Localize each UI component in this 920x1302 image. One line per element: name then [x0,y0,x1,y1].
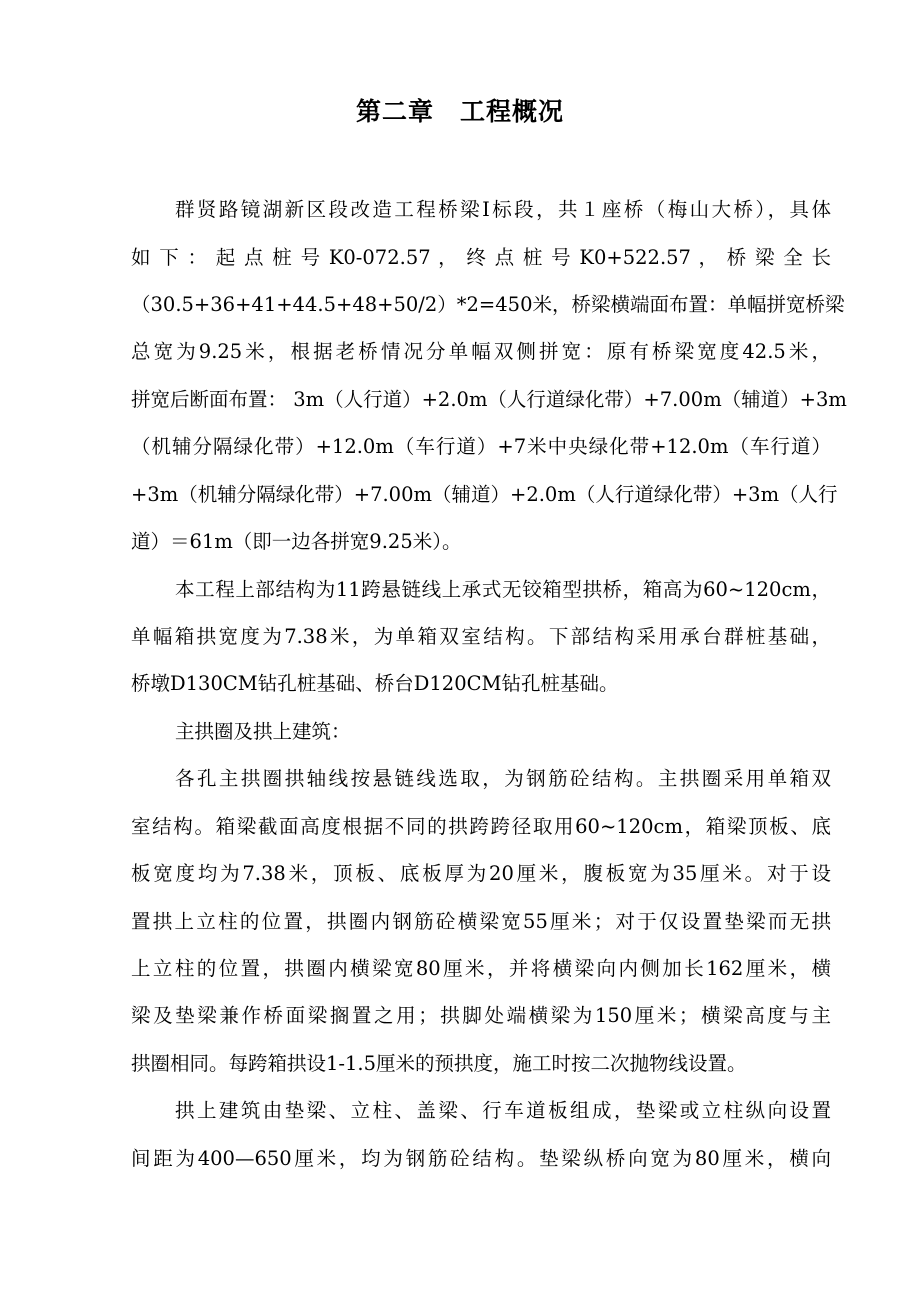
paragraph-4-line-3: 板宽度均为7.38米，顶板、底板厚为20厘米，腹板宽为35厘米。对于设 [131,862,831,885]
paragraph-4-line-7: 拱圈相同。每跨箱拱设1-1.5厘米的预拱度，施工时按二次抛物线设置。 [131,1052,747,1075]
paragraph-4-line-4: 置拱上立柱的位置，拱圈内钢筋砼横梁宽55厘米；对于仅设置垫梁而无拱 [131,910,831,933]
paragraph-1-line-1: 群贤路镜湖新区段改造工程桥梁Ⅰ标段，共１座桥（梅山大桥），具体 [175,198,831,221]
paragraph-1-line-7: +3m（机辅分隔绿化带）+7.00m（辅道）+2.0m（人行道绿化带）+3m（人行 [131,483,838,506]
paragraph-4-line-5: 上立柱的位置，拱圈内横梁宽80厘米，并将横梁向内侧加长162厘米，横 [131,957,831,980]
chapter-title: 第二章 工程概况 [355,97,564,126]
section-heading-main-arch: 主拱圈及拱上建筑： [175,720,351,743]
paragraph-4-line-1: 各孔主拱圈拱轴线按悬链线选取，为钢筋砼结构。主拱圈采用单箱双 [175,767,831,790]
paragraph-2-line-1: 本工程上部结构为11跨悬链线上承式无铰箱型拱桥，箱高为60~120cm， [175,578,831,601]
paragraph-2-line-2: 单幅箱拱宽度为7.38米，为单箱双室结构。下部结构采用承台群桩基础， [131,625,831,648]
paragraph-1-line-5: 拼宽后断面布置： 3m（人行道）+2.0m（人行道绿化带）+7.00m（辅道）+3m [131,388,847,411]
paragraph-4-line-2: 室结构。箱梁截面高度根据不同的拱跨跨径取用60~120cm，箱梁顶板、底 [131,815,831,838]
paragraph-1-line-2: 如 下 ： 起 点 桩 号 K0-072.57 ， 终 点 桩 号 K0+522.57 ， 桥 梁 全 长 [131,246,831,269]
paragraph-5-line-1: 拱上建筑由垫梁、立柱、盖梁、行车道板组成，垫梁或立柱纵向设置 [175,1099,831,1122]
paragraph-4-line-6: 梁及垫梁兼作桥面梁搁置之用；拱脚处端横梁为150厘米；横梁高度与主 [131,1004,831,1027]
paragraph-5-line-2: 间距为400—650厘米，均为钢筋砼结构。垫梁纵桥向宽为80厘米，横向 [131,1147,831,1170]
paragraph-1-line-8: 道）＝61m（即一边各拼宽9.25米）。 [131,530,462,553]
paragraph-2-line-3: 桥墩D130CM钻孔桩基础、桥台D120CM钻孔桩基础。 [131,672,619,695]
paragraph-1-line-4: 总宽为9.25米，根据老桥情况分单幅双侧拼宽：原有桥梁宽度42.5米， [131,340,831,363]
paragraph-1-line-3: （30.5+36+41+44.5+48+50/2）*2=450米，桥梁横端面布置：单幅拼宽桥梁 [131,293,845,316]
paragraph-1-line-6: （机辅分隔绿化带）+12.0m（车行道）+7米中央绿化带+12.0m（车行道） [131,435,831,458]
